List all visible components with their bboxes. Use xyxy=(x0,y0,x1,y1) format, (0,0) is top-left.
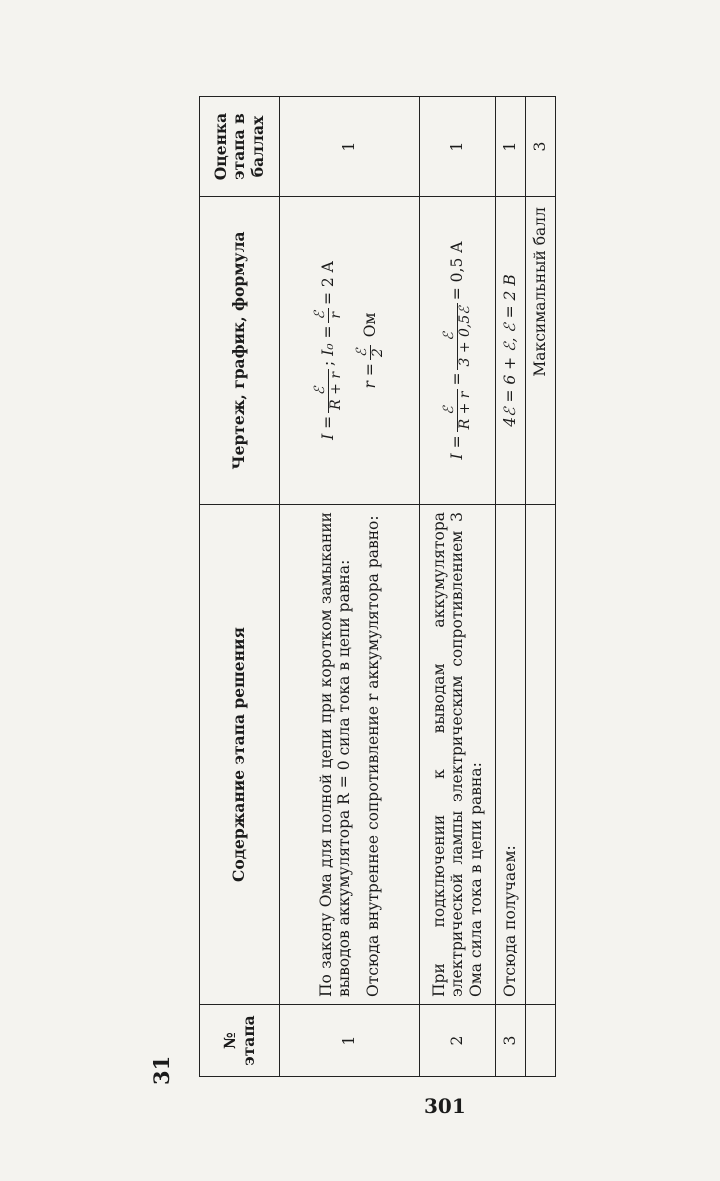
formula-line xyxy=(313,203,345,498)
table-row-stage-3 xyxy=(496,97,526,1077)
header-row xyxy=(200,97,280,1077)
header-formula: Чертеж, график, формула xyxy=(200,197,280,505)
empty-cell xyxy=(526,505,556,1005)
formula-line xyxy=(442,203,474,498)
formula-lhs: r = xyxy=(360,363,379,389)
formula-unit: Ом xyxy=(360,312,379,338)
fraction-numerator: ℰ xyxy=(442,389,458,433)
stage-formula xyxy=(280,197,420,505)
task-number: 31 xyxy=(149,1055,174,1085)
formula-line xyxy=(355,203,387,498)
stage-formula: 4ℰ = 6 + ℰ, ℰ = 2 B xyxy=(496,197,526,505)
fraction xyxy=(442,303,474,369)
stage-number: 2 xyxy=(420,1005,496,1077)
formula-lhs: I = xyxy=(447,435,466,460)
max-score-label: Максимальный балл xyxy=(526,197,556,505)
fraction-numerator: ℰ xyxy=(442,303,458,369)
stage-content xyxy=(280,505,420,1005)
fraction-denominator: R + r xyxy=(457,391,473,430)
stage-score: 1 xyxy=(496,97,526,197)
fraction xyxy=(442,389,474,433)
stage-content: Отсюда получаем: xyxy=(496,505,526,1005)
stage-formula xyxy=(420,197,496,505)
rotated-page-content xyxy=(149,95,559,1085)
formula-equals: = xyxy=(447,372,466,386)
header-content: Содержание этапа решения xyxy=(200,505,280,1005)
empty-cell xyxy=(526,1005,556,1077)
fraction-numerator: ℰ xyxy=(355,345,371,360)
formula-lhs: I₀ = xyxy=(318,325,337,356)
fraction-denominator: R + r xyxy=(328,371,345,410)
fraction-denominator: r xyxy=(328,311,345,319)
fraction-numerator: ℰ xyxy=(313,308,329,322)
fraction xyxy=(313,308,345,322)
stage-number: 3 xyxy=(496,1005,526,1077)
fraction-denominator: 3 + 0,5ℰ xyxy=(457,306,473,367)
table-row-stage-2 xyxy=(420,97,496,1077)
stage-number: 1 xyxy=(280,1005,420,1077)
fraction xyxy=(313,369,345,413)
page-number: 301 xyxy=(424,1094,466,1118)
header-stage-no: № этапа xyxy=(200,1005,280,1077)
stage-text: Отсюда внутреннее сопротивление r аккумулятора равно: xyxy=(363,515,382,997)
formula-separator: ; xyxy=(318,360,337,366)
solution-table xyxy=(199,96,556,1077)
fraction-numerator: ℰ xyxy=(313,369,329,413)
stage-content: При подключении к выводам аккумулятора электрической лампы электрическим сопротивлением 3 Ома сила тока в цепи равна: xyxy=(420,505,496,1005)
stage-score: 1 xyxy=(420,97,496,197)
table-row-stage-1 xyxy=(280,97,420,1077)
formula-rhs: = 2 A xyxy=(318,261,337,306)
stage-text: По закону Ома для полной цепи при коротком замыкании выводов аккумулятора R = 0 сила тока в цепи равна: xyxy=(317,512,354,997)
formula-rhs: = 0,5 A xyxy=(447,241,466,301)
header-score: Оценка этапа в баллах xyxy=(200,97,280,197)
fraction-denominator: 2 xyxy=(369,348,386,358)
stage-score: 1 xyxy=(280,97,420,197)
fraction xyxy=(355,345,387,360)
formula-lhs: I = xyxy=(318,415,337,440)
table-row-max xyxy=(526,97,556,1077)
max-score-value: 3 xyxy=(526,97,556,197)
